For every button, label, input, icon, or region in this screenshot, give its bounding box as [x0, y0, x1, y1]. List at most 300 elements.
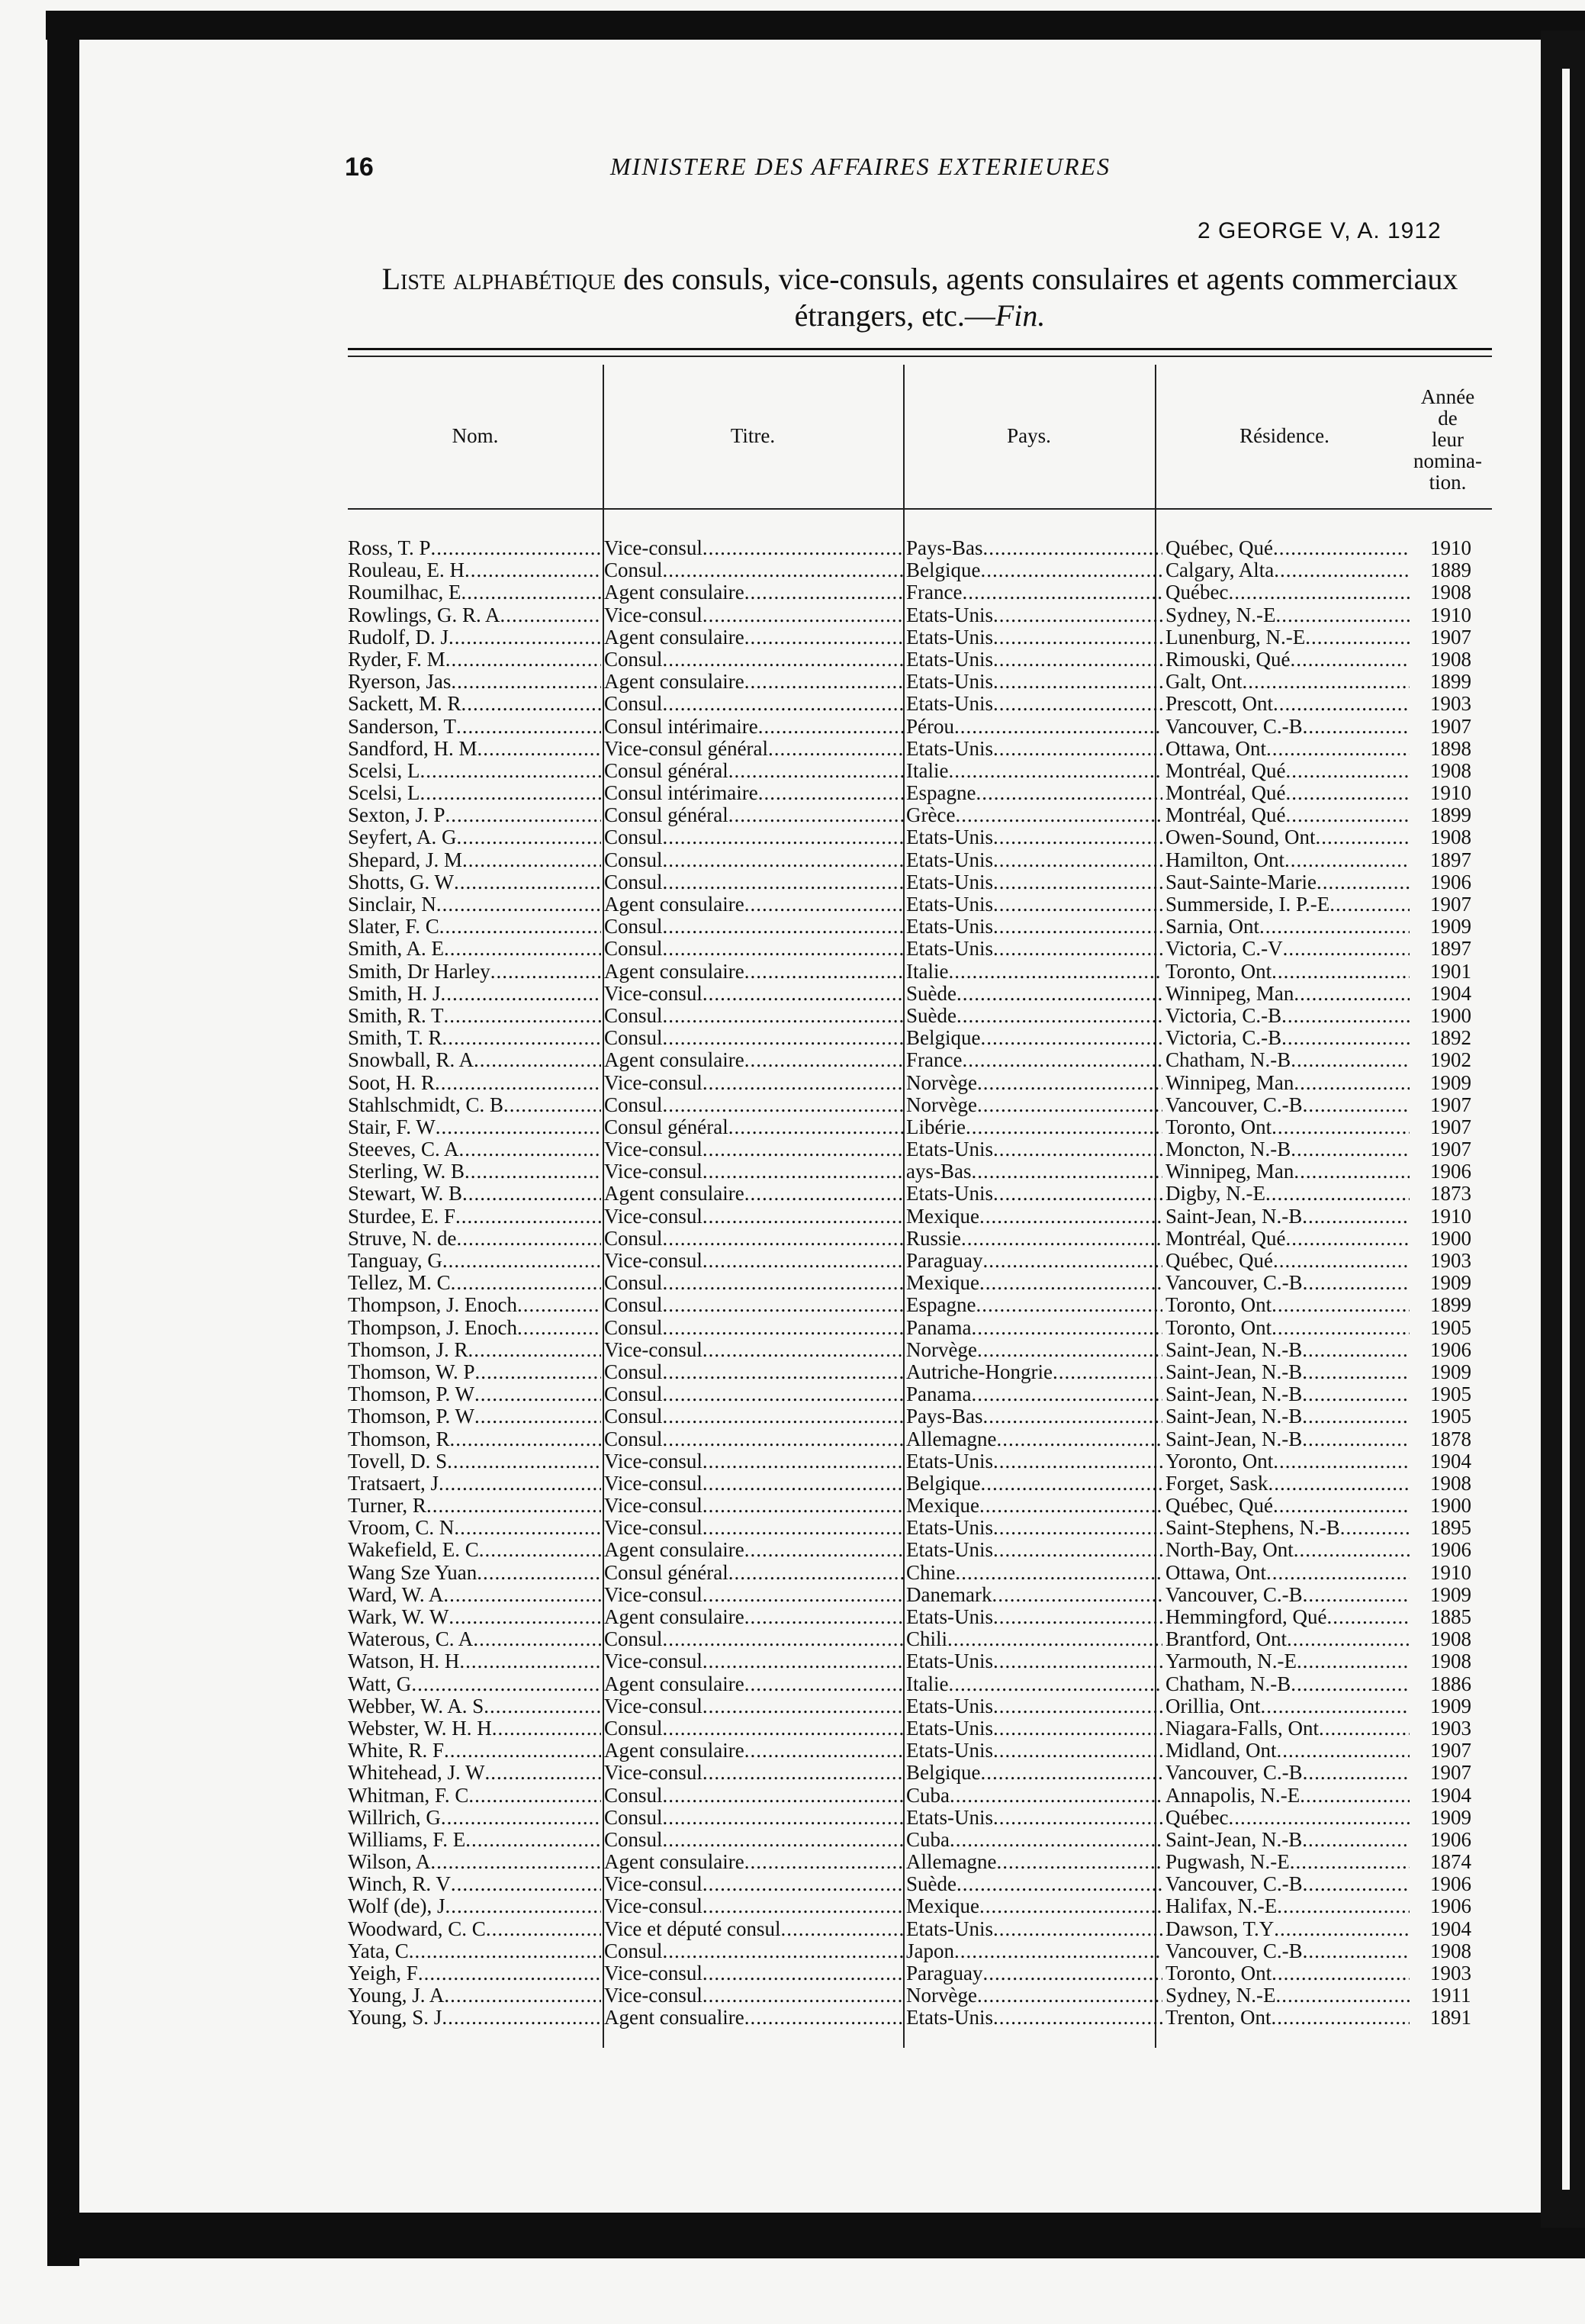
entry-name: Webster, W. H. H [348, 1717, 492, 1740]
entry-title: Agent consulaire [604, 581, 744, 604]
dot-leader [663, 826, 903, 848]
entry-country: Japon [906, 1939, 954, 1962]
dot-leader [728, 804, 903, 826]
entry-title: Vice-consul [604, 604, 702, 626]
entry-name: Watt, G [348, 1672, 412, 1695]
dot-leader [947, 1628, 1162, 1650]
entry-title-cell [601, 1228, 903, 1250]
entry-year: 1878 [1430, 1428, 1471, 1450]
entry-title-cell [601, 671, 903, 693]
entry-country-cell [903, 1428, 1162, 1450]
entry-title: Consul [604, 1272, 663, 1295]
entry-title-cell [601, 1562, 903, 1584]
entry-title: Agent consualire [604, 2007, 744, 2029]
entry-title-cell [601, 1383, 903, 1405]
entry-name-cell [348, 1918, 601, 1940]
entry-title: Agent consulaire [604, 960, 744, 983]
entry-name: Young, J. A [348, 1984, 445, 2007]
dot-leader [971, 1317, 1162, 1339]
dot-leader [1302, 1205, 1410, 1228]
entry-residence-cell [1162, 1851, 1410, 1873]
dot-leader [1275, 604, 1410, 626]
entry-name: Sinclair, N [348, 893, 436, 916]
entry-title: Consul [604, 1628, 663, 1651]
entry-name: Thomson, P. W [348, 1383, 475, 1406]
entry-residence: Québec [1165, 1806, 1229, 1829]
dot-leader [444, 1740, 601, 1762]
dot-leader [993, 604, 1162, 626]
entry-country: Belgique [906, 1762, 981, 1785]
entry-country: ays-Bas [906, 1160, 972, 1183]
entry-residence: Montréal, Qué [1165, 759, 1286, 782]
entry-residence-cell [1162, 983, 1410, 1005]
entry-country-cell [903, 1517, 1162, 1539]
dot-leader [456, 826, 601, 848]
entry-year: 1909 [1430, 1583, 1471, 1606]
entry-country-cell [903, 760, 1162, 782]
entry-year: 1899 [1430, 671, 1471, 694]
entry-title-cell [601, 1829, 903, 1851]
entry-country: Norvège [906, 1071, 977, 1094]
entry-country-cell [903, 1183, 1162, 1205]
entry-residence-cell [1162, 1517, 1410, 1539]
entry-residence-cell [1162, 671, 1410, 693]
entry-country: Panama [906, 1316, 972, 1339]
header-rule-bottom [348, 508, 1492, 510]
dot-leader [744, 1740, 903, 1762]
dot-leader [484, 1695, 601, 1717]
entry-year: 1886 [1430, 1672, 1471, 1695]
entry-year: 1904 [1430, 1917, 1471, 1940]
table-row [348, 671, 1492, 693]
entry-title: Agent consulaire [604, 1049, 744, 1072]
entry-title: Consul général [604, 1115, 728, 1138]
entry-residence: Toronto, Ont [1165, 1316, 1272, 1339]
dot-leader [477, 1562, 601, 1584]
dot-leader [744, 626, 903, 649]
entry-name-cell [348, 537, 601, 559]
entry-title-cell [601, 1473, 903, 1495]
entry-name-cell [348, 782, 601, 804]
entry-residence: Victoria, C.-B [1165, 1027, 1282, 1050]
entry-year: 1900 [1430, 1495, 1471, 1518]
dot-leader [993, 1918, 1162, 1940]
dot-leader [993, 849, 1162, 871]
entry-year: 1906 [1430, 1160, 1471, 1183]
entry-title: Vice-consul [604, 1695, 702, 1717]
entry-residence-cell [1162, 1628, 1410, 1650]
dot-leader [663, 1228, 903, 1250]
table-row [348, 893, 1492, 916]
entry-residence-cell [1162, 961, 1410, 983]
table-row [348, 2007, 1492, 2029]
entry-title-cell [601, 961, 903, 983]
entry-country: Etats-Unis [906, 1539, 993, 1562]
entry-residence: Saint-Jean, N.-B [1165, 1338, 1303, 1361]
entry-residence: Calgary, Alta [1165, 559, 1275, 582]
dot-leader [1272, 1116, 1410, 1138]
entry-title: Consul [604, 1227, 663, 1250]
entry-title-cell [601, 1851, 903, 1873]
entry-country: Etats-Unis [906, 1695, 993, 1717]
entry-country: Etats-Unis [906, 2007, 993, 2029]
entry-country-cell [903, 1628, 1162, 1650]
dot-leader [1294, 983, 1410, 1005]
dot-leader [1265, 1183, 1410, 1205]
dot-leader [1302, 1405, 1410, 1428]
entry-name: Sturdee, E. F [348, 1205, 455, 1228]
entry-residence: Toronto, Ont [1165, 1294, 1272, 1317]
entry-country: Paraguay [906, 1250, 983, 1272]
entry-residence-cell [1162, 916, 1410, 938]
entry-title-cell [601, 1361, 903, 1383]
dot-leader [1260, 1695, 1410, 1717]
entry-country-cell [903, 1984, 1162, 2007]
entry-country-cell [903, 1094, 1162, 1116]
dot-leader [948, 961, 1162, 983]
entry-residence: Halifax, N.-E [1165, 1895, 1278, 1918]
entry-residence: Winnipeg, Man [1165, 1160, 1294, 1183]
dot-leader [1287, 1628, 1410, 1650]
dot-leader [479, 1539, 601, 1561]
entry-residence-cell [1162, 1205, 1410, 1228]
dot-leader [744, 1673, 903, 1695]
dot-leader [702, 1339, 903, 1361]
dot-leader [1273, 1495, 1410, 1517]
entry-year: 1895 [1430, 1517, 1471, 1540]
entry-name: Woodward, C. C [348, 1917, 486, 1940]
dot-leader [663, 1628, 903, 1650]
entry-residence: Sydney, N.-E [1165, 604, 1276, 626]
entry-residence: Chatham, N.-B [1165, 1672, 1291, 1695]
entry-title-cell [601, 1116, 903, 1138]
entry-year: 1910 [1430, 537, 1471, 559]
entry-name-cell [348, 671, 601, 693]
dot-leader [702, 1495, 903, 1517]
entry-name: Ryder, F. M [348, 648, 445, 671]
column-header-title: Titre. [730, 424, 776, 447]
entry-title-cell [601, 649, 903, 671]
entry-name-cell [348, 1049, 601, 1071]
entry-residence-cell [1162, 1294, 1410, 1316]
dot-leader [1281, 1005, 1410, 1027]
entry-title-cell [601, 1294, 903, 1316]
table-row [348, 1495, 1492, 1517]
entry-residence: Toronto, Ont [1165, 1962, 1272, 1984]
entry-name-cell [348, 649, 601, 671]
entry-name: Seyfert, A. G [348, 826, 457, 849]
dot-leader [983, 537, 1163, 559]
column-header-name: Nom. [452, 424, 499, 447]
dot-leader [442, 2007, 601, 2029]
entry-name-cell [348, 1027, 601, 1049]
entry-country: Etats-Unis [906, 671, 993, 694]
entry-name-cell [348, 2007, 601, 2029]
entry-residence-cell [1162, 893, 1410, 916]
table-row [348, 916, 1492, 938]
dot-leader [956, 983, 1162, 1005]
entry-year: 1874 [1430, 1851, 1471, 1874]
entry-country-cell [903, 1740, 1162, 1762]
dot-leader [702, 604, 903, 626]
entry-year: 1907 [1430, 1762, 1471, 1785]
dot-leader [1274, 559, 1410, 581]
dot-leader [1268, 1473, 1410, 1495]
entry-country: Belgique [906, 559, 981, 582]
table-row [348, 1072, 1492, 1094]
entry-country-cell [903, 1005, 1162, 1027]
entry-country: Etats-Unis [906, 648, 993, 671]
entry-residence: Vancouver, C.-B [1165, 1939, 1303, 1962]
entry-name-cell [348, 826, 601, 848]
entry-title-cell [601, 782, 903, 804]
entry-title-cell [601, 1072, 903, 1094]
dot-leader [439, 1473, 601, 1495]
entry-residence-cell [1162, 1695, 1410, 1717]
entry-country-cell [903, 1383, 1162, 1405]
entry-country: Etats-Unis [906, 1183, 993, 1205]
entry-residence-cell [1162, 1116, 1410, 1138]
entry-country: Norvège [906, 1338, 977, 1361]
entry-name-cell [348, 1851, 601, 1873]
entry-title: Vice-consul [604, 1338, 702, 1361]
table-row [348, 1160, 1492, 1183]
dot-leader [436, 893, 601, 916]
entry-residence: Yoronto, Ont [1165, 1450, 1274, 1473]
entry-residence-cell [1162, 1072, 1410, 1094]
table-row [348, 626, 1492, 649]
entry-title: Vice-consul [604, 1138, 702, 1161]
entry-country-cell [903, 1762, 1162, 1784]
entry-residence: Québec, Qué [1165, 537, 1273, 559]
dot-leader [1283, 938, 1410, 960]
entry-title-cell [601, 1049, 903, 1071]
entry-country-cell [903, 1138, 1162, 1160]
entry-name: Wark, W. W [348, 1606, 449, 1628]
entry-country-cell [903, 671, 1162, 693]
table-row [348, 559, 1492, 581]
entry-name-cell [348, 1650, 601, 1672]
entry-name: Williams, F. E [348, 1828, 466, 1851]
dot-leader [1277, 1740, 1410, 1762]
entry-name-cell [348, 1584, 601, 1606]
entry-country-cell [903, 581, 1162, 604]
entry-country-cell [903, 1918, 1162, 1940]
entry-residence: Saint-Jean, N.-B [1165, 1428, 1303, 1450]
dot-leader [744, 1539, 903, 1561]
entry-title: Vice-consul [604, 1583, 702, 1606]
entry-name: Rouleau, E. H [348, 559, 465, 582]
entry-residence: North-Bay, Ont [1165, 1539, 1294, 1562]
entry-title-cell [601, 1250, 903, 1272]
entry-residence-cell [1162, 938, 1410, 960]
entry-residence-cell [1162, 1940, 1410, 1962]
entry-name-cell [348, 1383, 601, 1405]
dot-leader [455, 1205, 601, 1228]
entry-residence: Yarmouth, N.-E [1165, 1650, 1297, 1673]
dot-leader [1329, 893, 1410, 916]
entry-name-cell [348, 1940, 601, 1962]
entry-title-cell [601, 1717, 903, 1740]
table-row [348, 1962, 1492, 1984]
entry-country-cell [903, 1361, 1162, 1383]
dot-leader [1303, 1940, 1410, 1962]
year-header-line: leur [1432, 428, 1464, 451]
entry-name: Wang Sze Yuan [348, 1561, 477, 1584]
entry-residence: Montréal, Qué [1165, 1227, 1286, 1250]
entry-name: Sterling, W. B [348, 1160, 465, 1183]
entry-residence-cell [1162, 1829, 1410, 1851]
dot-leader [1291, 1049, 1410, 1071]
entry-residence: Pugwash, N.-E [1165, 1851, 1290, 1874]
entry-title-cell [601, 1405, 903, 1428]
dot-leader [663, 1027, 903, 1049]
dot-leader [950, 1785, 1162, 1807]
entry-title-cell [601, 1160, 903, 1183]
entry-name-cell [348, 1962, 601, 1984]
dot-leader [663, 1317, 903, 1339]
entry-title: Vice-consul [604, 1962, 702, 1984]
dot-leader [982, 1250, 1162, 1272]
entry-name-cell [348, 1473, 601, 1495]
entry-residence-cell [1162, 649, 1410, 671]
dot-leader [1319, 1717, 1410, 1740]
entry-year: 1910 [1430, 604, 1471, 626]
entry-country: Etats-Unis [906, 604, 993, 626]
dot-leader [426, 1495, 601, 1517]
entry-name: Slater, F. C [348, 916, 439, 938]
dot-leader [663, 1807, 903, 1829]
entry-name: Thompson, J. Enoch [348, 1294, 517, 1317]
table-row [348, 1539, 1492, 1561]
dot-leader [663, 916, 903, 938]
entry-title-cell [601, 1539, 903, 1561]
entry-country: Chili [906, 1628, 948, 1651]
entry-country: Suède [906, 1873, 956, 1896]
entry-title-cell [601, 581, 903, 604]
entry-residence-cell [1162, 1160, 1410, 1183]
dot-leader [468, 1785, 601, 1807]
dot-leader [462, 849, 601, 871]
entry-residence-cell [1162, 1317, 1410, 1339]
year-header-line: tion. [1429, 471, 1467, 494]
entry-residence-cell [1162, 1673, 1410, 1695]
entry-name-cell [348, 1317, 601, 1339]
column-header-country: Pays. [1007, 424, 1051, 447]
dot-leader [461, 581, 601, 604]
table-row [348, 604, 1492, 626]
entry-country-cell [903, 1717, 1162, 1740]
entry-year: 1908 [1430, 759, 1471, 782]
entry-title-cell [601, 826, 903, 848]
dot-leader [950, 1829, 1162, 1851]
entry-name-cell [348, 1405, 601, 1428]
entry-residence: Chatham, N.-B [1165, 1049, 1291, 1072]
table-row [348, 1984, 1492, 2007]
entry-residence-cell [1162, 1228, 1410, 1250]
entry-residence-cell [1162, 1984, 1410, 2007]
entry-country-cell [903, 1851, 1162, 1873]
entry-title: Consul [604, 1784, 663, 1807]
entry-name: Steeves, C. A [348, 1138, 459, 1161]
running-head: MINISTERE DES AFFAIRES EXTERIEURES [610, 153, 1111, 180]
entry-country: Etats-Unis [906, 1717, 993, 1740]
entry-title-cell [601, 604, 903, 626]
entry-name: Stewart, W. B [348, 1183, 463, 1205]
title-lead: Liste alphabétique [381, 262, 616, 296]
entry-year: 1873 [1430, 1183, 1471, 1205]
entry-title-cell [601, 1740, 903, 1762]
entry-residence: Montréal, Qué [1165, 782, 1286, 805]
entry-title-cell [601, 1272, 903, 1294]
dot-leader [1285, 760, 1410, 782]
dot-leader [431, 537, 601, 559]
entry-name-cell [348, 626, 601, 649]
dot-leader [435, 1072, 601, 1094]
entry-title-cell [601, 1517, 903, 1539]
entry-year: 1900 [1430, 1227, 1471, 1250]
entry-title-cell [601, 716, 903, 738]
dot-leader [976, 1294, 1162, 1316]
entry-title-cell [601, 693, 903, 715]
dot-leader [663, 1361, 903, 1383]
entry-country-cell [903, 1785, 1162, 1807]
entry-residence: Saint-Jean, N.-B [1165, 1828, 1303, 1851]
entry-title-cell [601, 738, 903, 760]
entry-country-cell [903, 782, 1162, 804]
entry-title-cell [601, 1762, 903, 1784]
scan-border-top [46, 11, 1585, 40]
dot-leader [441, 983, 601, 1005]
entry-residence-cell [1162, 1762, 1410, 1784]
dot-leader [474, 1383, 601, 1405]
entry-country: Italie [906, 759, 949, 782]
table-row [348, 1873, 1492, 1895]
dot-leader [468, 1339, 601, 1361]
entry-residence-cell [1162, 1005, 1410, 1027]
entry-country: Chine [906, 1561, 956, 1584]
dot-leader [443, 1584, 601, 1606]
dot-leader [702, 1138, 903, 1160]
entry-year: 1910 [1430, 1205, 1471, 1228]
entry-country-cell [903, 693, 1162, 715]
entry-country-cell [903, 2007, 1162, 2029]
dot-leader [996, 1851, 1162, 1873]
table-row [348, 1228, 1492, 1250]
table-row [348, 1562, 1492, 1584]
entry-residence-cell [1162, 871, 1410, 893]
entry-country: Etats-Unis [906, 848, 993, 871]
entry-year: 1909 [1430, 1272, 1471, 1295]
table-row [348, 1807, 1492, 1829]
entry-year: 1898 [1430, 737, 1471, 760]
dot-leader [993, 1650, 1162, 1672]
entry-country: Mexique [906, 1205, 979, 1228]
entry-residence: Saint-Jean, N.-B [1165, 1383, 1303, 1406]
dot-leader [439, 916, 601, 938]
dot-leader [993, 1807, 1162, 1829]
entry-country-cell [903, 1940, 1162, 1962]
entry-title-cell [601, 938, 903, 960]
entry-name: Shepard, J. M [348, 848, 462, 871]
table-row [348, 1851, 1492, 1873]
table-row [348, 1785, 1492, 1807]
entry-country-cell [903, 1272, 1162, 1294]
entry-name-cell [348, 1361, 601, 1383]
entry-name-cell [348, 1094, 601, 1116]
entry-residence-cell [1162, 1138, 1410, 1160]
dot-leader [1277, 1895, 1410, 1917]
